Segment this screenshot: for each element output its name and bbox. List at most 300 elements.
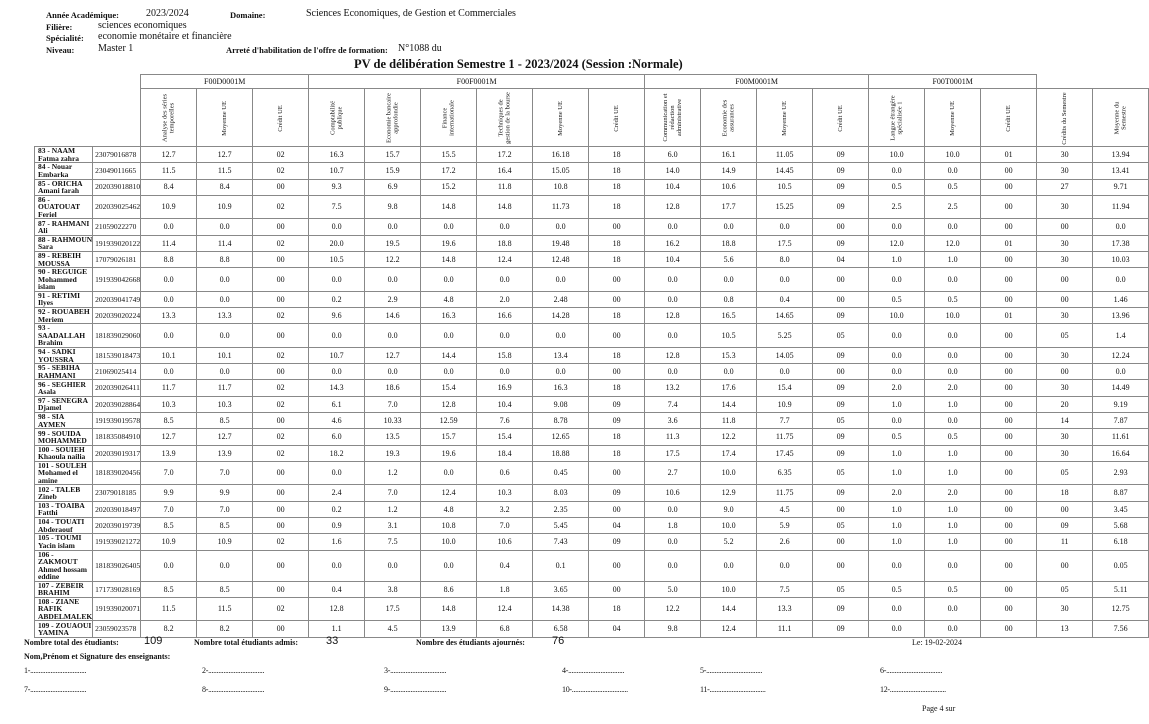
grade-cell: 00 <box>981 396 1037 412</box>
grade-cell: 00 <box>589 291 645 307</box>
grade-cell: 0.0 <box>645 534 701 550</box>
grade-cell: 3.8 <box>365 581 421 597</box>
annee-label: Année Académique: <box>46 10 119 20</box>
grade-cell: 12.8 <box>645 195 701 219</box>
grade-cell: 00 <box>981 581 1037 597</box>
table-row <box>35 324 1149 348</box>
grade-cell: 14.0 <box>645 163 701 179</box>
grade-cell: 8.4 <box>141 179 197 195</box>
student-name: 83 - NAAM Fatma zahra <box>35 147 93 163</box>
grade-cell: 00 <box>981 291 1037 307</box>
column-header: Crédits du Semestre <box>1037 89 1093 147</box>
grade-cell: 9.8 <box>365 195 421 219</box>
grade-cell: 30 <box>1037 429 1093 445</box>
grade-cell: 5.11 <box>1093 581 1149 597</box>
table-row <box>35 396 1149 412</box>
grade-cell: 09 <box>589 396 645 412</box>
grade-cell: 7.6 <box>477 413 533 429</box>
table-row <box>35 518 1149 534</box>
grade-cell: 10.8 <box>421 518 477 534</box>
grade-cell: 19.6 <box>421 445 477 461</box>
grade-cell: 13.3 <box>141 308 197 324</box>
grade-cell: 18 <box>589 163 645 179</box>
table-row <box>35 251 1149 267</box>
grade-cell: 14.8 <box>477 195 533 219</box>
grade-cell: 1.0 <box>869 534 925 550</box>
grade-cell: 00 <box>589 461 645 485</box>
grade-cell: 4.8 <box>421 501 477 517</box>
grade-cell: 0.0 <box>1093 364 1149 380</box>
grade-cell: 0.0 <box>141 291 197 307</box>
grade-cell: 09 <box>813 308 869 324</box>
table-row <box>35 380 1149 396</box>
grade-cell: 12.8 <box>645 308 701 324</box>
grade-cell: 16.2 <box>645 235 701 251</box>
table-row <box>35 581 1149 597</box>
grade-cell: 0.0 <box>925 347 981 363</box>
grade-cell: 7.0 <box>365 485 421 501</box>
grade-cell: 16.3 <box>309 147 365 163</box>
table-row <box>35 163 1149 179</box>
grade-cell: 05 <box>813 581 869 597</box>
grade-cell: 6.1 <box>309 396 365 412</box>
grade-cell: 0.0 <box>925 621 981 637</box>
grade-cell: 00 <box>1037 291 1093 307</box>
grade-cell: 30 <box>1037 251 1093 267</box>
grade-cell: 14.28 <box>533 308 589 324</box>
grade-cell: 10.0 <box>701 581 757 597</box>
grade-cell: 0.5 <box>925 179 981 195</box>
grade-cell: 0.0 <box>925 597 981 621</box>
grade-cell: 13.41 <box>1093 163 1149 179</box>
student-matricule: 202039041749 <box>93 291 141 307</box>
grade-cell: 0.0 <box>365 219 421 235</box>
grade-cell: 11.5 <box>141 163 197 179</box>
grade-cell: 18 <box>589 251 645 267</box>
grade-cell: 18.6 <box>365 380 421 396</box>
grade-cell: 7.5 <box>757 581 813 597</box>
column-header: Techniques de gestion de la bourse <box>477 89 533 147</box>
grade-cell: 0.0 <box>421 219 477 235</box>
grade-cell: 8.87 <box>1093 485 1149 501</box>
grade-cell: 4.5 <box>365 621 421 637</box>
grade-cell: 17.38 <box>1093 235 1149 251</box>
grade-cell: 2.0 <box>869 380 925 396</box>
grade-cell: 10.4 <box>645 179 701 195</box>
grade-cell: 00 <box>253 251 309 267</box>
grade-cell: 00 <box>981 461 1037 485</box>
grade-cell: 14.8 <box>421 597 477 621</box>
grade-cell: 2.48 <box>533 291 589 307</box>
grade-cell: 17.4 <box>701 445 757 461</box>
grade-cell: 15.5 <box>421 147 477 163</box>
grade-cell: 8.5 <box>141 518 197 534</box>
student-matricule: 202039019317 <box>93 445 141 461</box>
grade-cell: 12.8 <box>309 597 365 621</box>
grade-cell: 0.0 <box>365 550 421 581</box>
grade-cell: 13.5 <box>365 429 421 445</box>
grade-cell: 14.4 <box>701 396 757 412</box>
grade-cell: 00 <box>253 179 309 195</box>
grade-cell: 14.6 <box>365 308 421 324</box>
table-row <box>35 621 1149 637</box>
grade-cell: 0.0 <box>925 413 981 429</box>
grade-cell: 30 <box>1037 147 1093 163</box>
grade-cell: 0.0 <box>365 324 421 348</box>
grade-cell: 00 <box>253 581 309 597</box>
grade-cell: 7.56 <box>1093 621 1149 637</box>
grade-cell: 18 <box>589 308 645 324</box>
grade-cell: 09 <box>813 163 869 179</box>
unit-code: F00T0001M <box>869 75 1037 89</box>
grade-cell: 0.0 <box>701 219 757 235</box>
grade-cell: 0.0 <box>533 364 589 380</box>
grade-cell: 0.0 <box>869 163 925 179</box>
grade-cell: 11.61 <box>1093 429 1149 445</box>
grade-cell: 15.9 <box>365 163 421 179</box>
grade-cell: 1.1 <box>309 621 365 637</box>
grade-cell: 13.9 <box>141 445 197 461</box>
grade-cell: 18 <box>589 179 645 195</box>
annee-value: 2023/2024 <box>146 8 189 19</box>
column-header: Crédit UE <box>813 89 869 147</box>
grade-cell: 18 <box>589 429 645 445</box>
grade-cell: 1.0 <box>869 518 925 534</box>
grade-cell: 6.9 <box>365 179 421 195</box>
grade-cell: 09 <box>589 485 645 501</box>
student-name: 97 - SENEGRA Djamel <box>35 396 93 412</box>
grade-cell: 0.0 <box>533 268 589 292</box>
grade-cell: 01 <box>981 147 1037 163</box>
grade-cell: 0.0 <box>141 364 197 380</box>
grade-cell: 20.0 <box>309 235 365 251</box>
document-date: Le: 19-02-2024 <box>912 638 962 647</box>
table-row <box>35 501 1149 517</box>
signature-slot: 7-................................. <box>24 685 87 694</box>
grade-cell: 1.0 <box>869 396 925 412</box>
grade-cell: 1.0 <box>925 445 981 461</box>
student-matricule: 23079018185 <box>93 485 141 501</box>
grade-cell: 9.9 <box>141 485 197 501</box>
grade-cell: 12.4 <box>477 597 533 621</box>
grade-cell: 0.0 <box>645 268 701 292</box>
grade-cell: 30 <box>1037 235 1093 251</box>
signature-slot: 6-................................. <box>880 666 943 675</box>
grade-cell: 11.7 <box>141 380 197 396</box>
grade-cell: 11.8 <box>701 413 757 429</box>
grade-cell: 0.2 <box>309 291 365 307</box>
grade-cell: 09 <box>813 179 869 195</box>
grade-cell: 0.0 <box>1093 219 1149 235</box>
grade-cell: 18.8 <box>477 235 533 251</box>
grade-cell: 13.96 <box>1093 308 1149 324</box>
student-name: 89 - REBEIH MOUSSA <box>35 251 93 267</box>
grade-cell: 10.9 <box>197 195 253 219</box>
niveau-value: Master 1 <box>98 43 134 54</box>
grade-cell: 3.2 <box>477 501 533 517</box>
grade-cell: 18 <box>589 445 645 461</box>
total-students-value: 109 <box>144 635 163 647</box>
student-matricule: 202039019739 <box>93 518 141 534</box>
grade-cell: 15.4 <box>757 380 813 396</box>
grade-cell: 00 <box>981 364 1037 380</box>
grade-cell: 7.43 <box>533 534 589 550</box>
grade-cell: 00 <box>1037 219 1093 235</box>
grade-cell: 17.6 <box>701 380 757 396</box>
grade-cell: 12.0 <box>869 235 925 251</box>
grade-cell: 30 <box>1037 195 1093 219</box>
grade-cell: 09 <box>813 597 869 621</box>
student-matricule: 202039018497 <box>93 501 141 517</box>
signature-slot: 12-................................. <box>880 685 946 694</box>
grade-cell: 1.0 <box>869 251 925 267</box>
grade-cell: 1.0 <box>925 534 981 550</box>
grade-cell: 6.35 <box>757 461 813 485</box>
grade-cell: 0.0 <box>421 461 477 485</box>
grade-cell: 00 <box>981 597 1037 621</box>
signature-slot: 10-................................. <box>562 685 628 694</box>
grade-cell: 05 <box>1037 581 1093 597</box>
grade-cell: 09 <box>813 195 869 219</box>
grade-cell: 8.5 <box>141 413 197 429</box>
grade-cell: 0.0 <box>869 597 925 621</box>
table-row <box>35 429 1149 445</box>
grade-cell: 12.7 <box>141 147 197 163</box>
grade-cell: 0.0 <box>309 364 365 380</box>
grade-cell: 17.5 <box>365 597 421 621</box>
specialite-value: economie monétaire et financière <box>98 31 232 42</box>
grade-cell: 00 <box>253 364 309 380</box>
grade-cell: 00 <box>981 163 1037 179</box>
grade-cell: 7.87 <box>1093 413 1149 429</box>
grade-cell: 13.3 <box>757 597 813 621</box>
signature-slot: 11-................................. <box>700 685 766 694</box>
grade-cell: 09 <box>1037 518 1093 534</box>
grade-cell: 5.6 <box>701 251 757 267</box>
grade-cell: 17.2 <box>421 163 477 179</box>
column-header: Economie des assurances <box>701 89 757 147</box>
grade-cell: 02 <box>253 235 309 251</box>
grade-cell: 16.3 <box>421 308 477 324</box>
grade-cell: 5.0 <box>645 581 701 597</box>
column-header: Moyenne UE <box>533 89 589 147</box>
grade-cell: 0.5 <box>925 581 981 597</box>
grade-cell: 0.5 <box>869 429 925 445</box>
admitted-value: 33 <box>326 635 339 647</box>
grade-cell: 10.1 <box>141 347 197 363</box>
grade-cell: 0.0 <box>477 364 533 380</box>
grade-cell: 1.0 <box>869 461 925 485</box>
grade-cell: 8.0 <box>757 251 813 267</box>
grade-cell: 8.4 <box>197 179 253 195</box>
grade-cell: 5.45 <box>533 518 589 534</box>
grade-cell: 09 <box>813 147 869 163</box>
grade-cell: 16.6 <box>477 308 533 324</box>
grade-cell: 09 <box>813 235 869 251</box>
grade-cell: 7.0 <box>197 501 253 517</box>
grade-cell: 0.0 <box>925 268 981 292</box>
grade-cell: 30 <box>1037 308 1093 324</box>
grade-cell: 11.94 <box>1093 195 1149 219</box>
grade-cell: 00 <box>813 534 869 550</box>
grade-cell: 10.9 <box>141 195 197 219</box>
student-name: 86 - OUATOUAT Feriel <box>35 195 93 219</box>
grade-cell: 7.7 <box>757 413 813 429</box>
table-row <box>35 195 1149 219</box>
grade-cell: 0.5 <box>925 429 981 445</box>
grade-cell: 12.4 <box>421 485 477 501</box>
grade-cell: 7.4 <box>645 396 701 412</box>
student-matricule: 23059023578 <box>93 621 141 637</box>
grade-cell: 1.46 <box>1093 291 1149 307</box>
student-matricule: 191939020071 <box>93 597 141 621</box>
grade-cell: 02 <box>253 396 309 412</box>
student-matricule: 202039026411 <box>93 380 141 396</box>
grade-cell: 8.5 <box>197 581 253 597</box>
grade-cell: 00 <box>589 550 645 581</box>
grade-cell: 10.7 <box>309 347 365 363</box>
grade-cell: 8.5 <box>197 413 253 429</box>
grade-cell: 10.6 <box>701 179 757 195</box>
grade-cell: 00 <box>253 268 309 292</box>
grade-cell: 9.71 <box>1093 179 1149 195</box>
grade-cell: 02 <box>253 308 309 324</box>
column-header: Moyenne UE <box>925 89 981 147</box>
signature-slot: 3-................................. <box>384 666 447 675</box>
grade-cell: 00 <box>981 251 1037 267</box>
grade-cell: 1.8 <box>645 518 701 534</box>
grade-cell: 11.3 <box>645 429 701 445</box>
domaine-value: Sciences Economiques, de Gestion et Commerciales <box>306 8 516 19</box>
grade-cell: 1.0 <box>925 396 981 412</box>
grade-cell: 2.0 <box>925 485 981 501</box>
grade-cell: 9.19 <box>1093 396 1149 412</box>
student-name: 99 - SOUIDA MOHAMMED <box>35 429 93 445</box>
grade-cell: 11.4 <box>197 235 253 251</box>
grade-cell: 0.4 <box>309 581 365 597</box>
student-matricule: 191939019578 <box>93 413 141 429</box>
table-row <box>35 179 1149 195</box>
grade-cell: 19.48 <box>533 235 589 251</box>
table-row <box>35 219 1149 235</box>
grade-cell: 12.7 <box>197 429 253 445</box>
student-matricule: 181839026405 <box>93 550 141 581</box>
column-header: Comptabilité publique <box>309 89 365 147</box>
grade-cell: 0.0 <box>141 268 197 292</box>
student-matricule: 181839020456 <box>93 461 141 485</box>
grade-cell: 00 <box>589 219 645 235</box>
grade-cell: 10.9 <box>141 534 197 550</box>
grade-cell: 8.78 <box>533 413 589 429</box>
grade-cell: 00 <box>589 364 645 380</box>
grade-cell: 6.58 <box>533 621 589 637</box>
unit-code: F00D0001M <box>141 75 309 89</box>
table-row <box>35 268 1149 292</box>
grade-cell: 4.6 <box>309 413 365 429</box>
grade-cell: 00 <box>981 429 1037 445</box>
grade-cell: 00 <box>813 364 869 380</box>
grade-cell: 0.0 <box>197 550 253 581</box>
grade-cell: 10.33 <box>365 413 421 429</box>
grade-cell: 10.8 <box>533 179 589 195</box>
grade-cell: 10.0 <box>701 518 757 534</box>
grade-cell: 0.4 <box>477 550 533 581</box>
grade-cell: 0.0 <box>197 364 253 380</box>
student-name: 92 - ROUABEH Meriem <box>35 308 93 324</box>
grade-cell: 00 <box>253 485 309 501</box>
student-name: 90 - REGUIGE Mohammed islam <box>35 268 93 292</box>
grade-cell: 18 <box>589 597 645 621</box>
grade-cell: 0.6 <box>477 461 533 485</box>
grade-cell: 16.64 <box>1093 445 1149 461</box>
grade-cell: 02 <box>253 147 309 163</box>
student-matricule: 21059022270 <box>93 219 141 235</box>
grade-cell: 18 <box>589 347 645 363</box>
grade-cell: 9.8 <box>645 621 701 637</box>
arrete-value: N°1088 du <box>398 43 442 54</box>
grade-cell: 0.0 <box>869 413 925 429</box>
grade-cell: 16.9 <box>477 380 533 396</box>
grade-cell: 12.9 <box>701 485 757 501</box>
grade-cell: 09 <box>589 413 645 429</box>
grade-cell: 05 <box>813 413 869 429</box>
column-header: Moyenne UE <box>197 89 253 147</box>
student-name: 95 - SEBIHA RAHMANI <box>35 364 93 380</box>
grade-cell: 00 <box>589 324 645 348</box>
grade-cell: 2.0 <box>869 485 925 501</box>
grade-cell: 12.59 <box>421 413 477 429</box>
grade-cell: 12.4 <box>477 251 533 267</box>
grade-cell: 0.0 <box>869 219 925 235</box>
grade-cell: 0.0 <box>197 219 253 235</box>
grade-cell: 8.5 <box>197 518 253 534</box>
grade-cell: 11 <box>1037 534 1093 550</box>
grade-cell: 10.0 <box>701 461 757 485</box>
grade-cell: 1.2 <box>365 501 421 517</box>
student-matricule: 202039028864 <box>93 396 141 412</box>
grade-cell: 3.6 <box>645 413 701 429</box>
grade-cell: 12.7 <box>365 347 421 363</box>
grade-cell: 0.0 <box>533 219 589 235</box>
grade-cell: 9.08 <box>533 396 589 412</box>
grade-cell: 1.0 <box>925 518 981 534</box>
grade-cell: 7.0 <box>365 396 421 412</box>
grade-cell: 09 <box>813 621 869 637</box>
grade-cell: 10.6 <box>645 485 701 501</box>
admitted-label: Nombre total étudiants admis: <box>194 638 299 647</box>
grade-cell: 1.0 <box>869 445 925 461</box>
grade-cell: 1.2 <box>365 461 421 485</box>
grade-cell: 00 <box>253 413 309 429</box>
grade-cell: 15.7 <box>421 429 477 445</box>
grade-cell: 0.0 <box>309 219 365 235</box>
grade-cell: 7.0 <box>197 461 253 485</box>
column-header: Economie bancaire approfondie <box>365 89 421 147</box>
grade-cell: 11.05 <box>757 147 813 163</box>
grade-cell: 00 <box>253 518 309 534</box>
grade-cell: 0.9 <box>309 518 365 534</box>
student-matricule: 181839029060 <box>93 324 141 348</box>
grade-cell: 10.0 <box>925 308 981 324</box>
column-header: Crédit UE <box>981 89 1037 147</box>
grade-cell: 00 <box>981 534 1037 550</box>
grade-cell: 10.1 <box>197 347 253 363</box>
grade-cell: 0.0 <box>309 268 365 292</box>
grade-cell: 0.0 <box>645 550 701 581</box>
student-matricule: 191939042668 <box>93 268 141 292</box>
grade-cell: 0.0 <box>869 550 925 581</box>
column-header: Langue étrangère spécialisée 1 <box>869 89 925 147</box>
